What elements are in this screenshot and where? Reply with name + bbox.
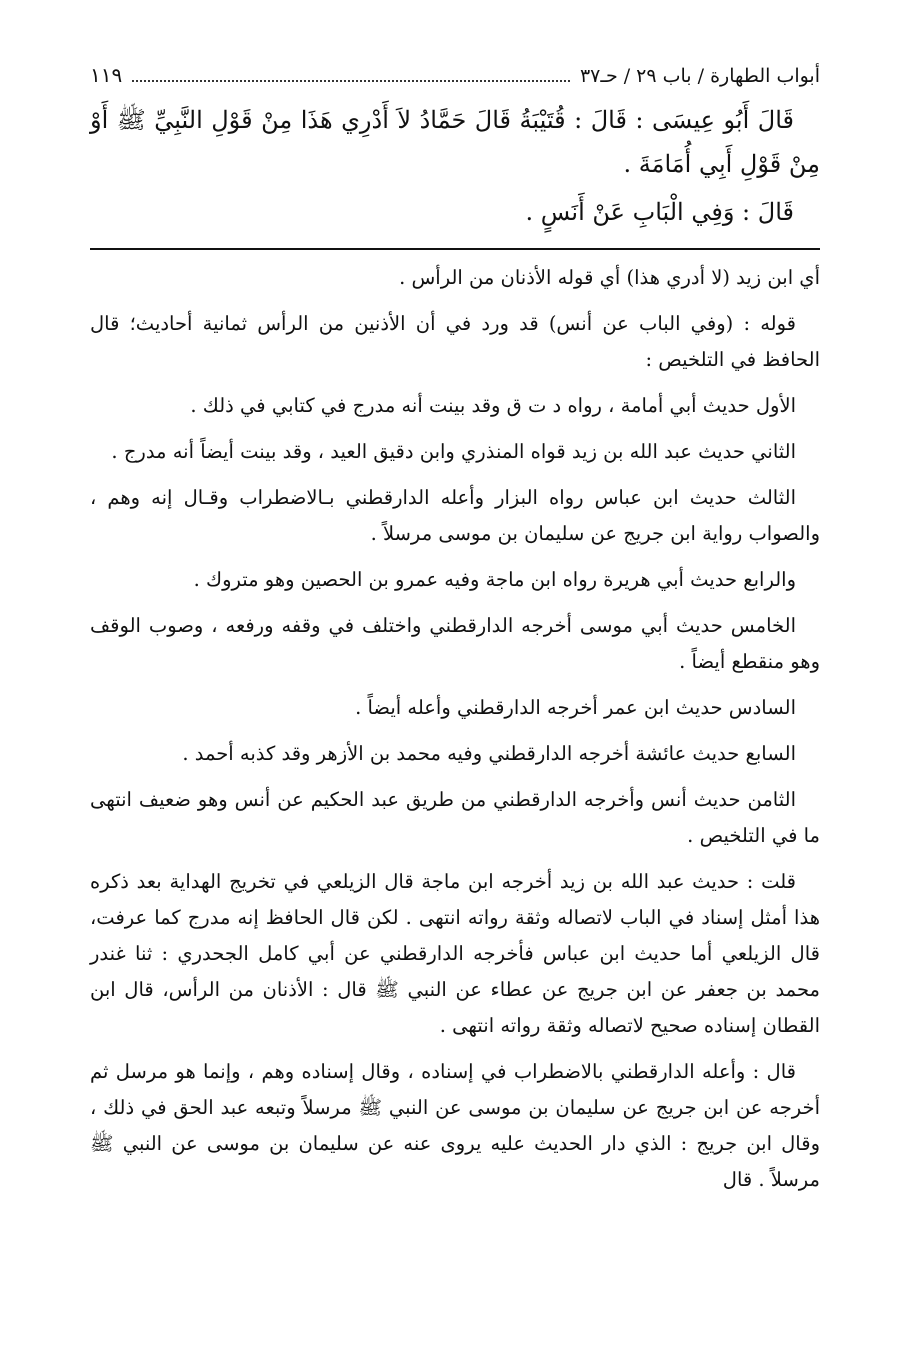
hadith-paragraph: قَالَ : وَفِي الْبَابِ عَنْ أَنَسٍ . bbox=[525, 198, 794, 226]
commentary-paragraph: الثامن حديث أنس وأخرجه الدارقطني من طريق عبد الحكيم عن أنس وهو ضعيف انتهى ما في التلخيص . bbox=[90, 788, 820, 847]
hadith-text bbox=[90, 98, 820, 234]
leader-dots bbox=[132, 66, 570, 82]
commentary-paragraph: قوله : (وفي الباب عن أنس) قد ورد في أن الأذنين من الرأس ثمانية أحاديث؛ قال الحافظ في التلخيص : bbox=[90, 312, 820, 371]
running-head bbox=[90, 60, 820, 92]
commentary-paragraph: الخامس حديث أبي موسى أخرجه الدارقطني واختلف في وقفه ورفعه ، وصوب الوقف وهو منقطع أيضاً . bbox=[90, 614, 820, 673]
commentary-paragraph: السابع حديث عائشة أخرجه الدارقطني وفيه محمد بن الأزهر وقد كذبه أحمد . bbox=[182, 742, 796, 765]
commentary-paragraph: السادس حديث ابن عمر أخرجه الدارقطني وأعله أيضاً . bbox=[355, 696, 796, 719]
commentary-paragraph: والرابع حديث أبي هريرة رواه ابن ماجة وفيه عمرو بن الحصين وهو متروك . bbox=[193, 568, 796, 591]
commentary-paragraph: الأول حديث أبي أمامة ، رواه د ت ق وقد بينت أنه مدرج في كتابي في ذلك . bbox=[190, 394, 796, 417]
footnote-separator bbox=[90, 248, 820, 250]
commentary-text bbox=[90, 260, 820, 1198]
running-head-title: أبواب الطهارة / باب ٢٩ / حـ٣٧ bbox=[579, 65, 820, 87]
commentary-paragraph: قال : وأعله الدارقطني بالاضطراب في إسناده ، وقال إسناده وهم ، وإنما هو مرسل ثم أخرجه عن ابن جريج عن سليمان بن موسى عن النبي ﷺ مرسلاً وتبعه عبد الحق في ذلك ، وقال ابن جريج : الذي دار الحديث عليه يروى عنه عن سليمان بن موسى عن النبي ﷺ مرسلاً . قال bbox=[90, 1060, 820, 1191]
commentary-paragraph: الثاني حديث عبد الله بن زيد قواه المنذري وابن دقيق العيد ، وقد بينت أيضاً أنه مدرج . bbox=[111, 440, 796, 463]
commentary-paragraph: أي ابن زيد (لا أدري هذا) أي قوله الأذنان من الرأس . bbox=[399, 266, 820, 289]
page-number: ١١٩ bbox=[90, 63, 123, 87]
commentary-paragraph: الثالث حديث ابن عباس رواه البزار وأعله الدارقطني بـالاضطراب وقـال إنه وهم ، والصواب رواية ابن جريج عن سليمان بن موسى مرسلاً . bbox=[90, 486, 820, 545]
hadith-paragraph: قَالَ أَبُو عِيسَى : قَالَ : قُتَيْبَةُ قَالَ حَمَّادُ لاَ أَدْرِي هَذَا مِنْ قَوْلِ النَّبِيِّ ﷺ أَوْ مِنْ قَوْلِ أَبِي أُمَامَةَ . bbox=[90, 106, 820, 178]
commentary-paragraph: قلت : حديث عبد الله بن زيد أخرجه ابن ماجة قال الزيلعي في تخريج الهداية بعد ذكره هذا أمثل إسناد في الباب لاتصاله وثقة رواته انتهى . لكن قال الحافظ إنه مدرج كما عرفت، قال الزيلعي أما حديث ابن عباس فأخرجه الدارقطني عن أبي كامل الجحدري : ثنا غندر محمد بن جعفر عن ابن جريج عن عطاء عن النبي ﷺ قال : الأذنان من الرأس، قال ابن القطان إسناده صحيح لاتصاله وثقة رواته انتهى . bbox=[90, 870, 820, 1037]
page bbox=[90, 60, 820, 1208]
